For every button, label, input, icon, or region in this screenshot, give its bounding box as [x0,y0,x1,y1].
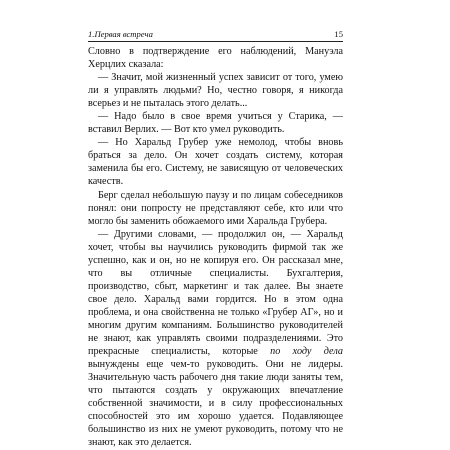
chapter-title: 1.Первая встреча [88,29,153,39]
paragraph [88,228,343,450]
page-number: 15 [334,29,343,39]
paragraph: — Значит, мой жизненный успех зависит от того, умею ли я управлять людьми? Но, честно говоря, я никогда всерьез и не пыталась этого делать... [88,72,343,110]
italic-phrase: по ходу дела [270,346,343,358]
paragraph: — Но Харальд Грубер уже немолод, чтобы вновь браться за дело. Он хочет создать систему, которая заменила бы его. Систему, не зависящую от человеческих качеств. [88,137,343,188]
paragraph-text: вынуждены еще чем-то руководить. Они не лидеры. Значительную часть рабочего дня такие люди заняты тем, что пытаются создать у окружающих впечатление собственной значимости, и в силу профессиональных способностей это им хорошо удается. Подавляющее большинство из них не умеют руководить, потому что не знают, как это делается. [88,359,343,449]
body-text [88,45,343,449]
paragraph: — Надо было в свое время учиться у Старика, — вставил Верлих. — Вот кто умел руководить. [88,111,343,136]
paragraph-text: — Другими словами, — продолжил он, — Харальд хочет, чтобы вы научились руководить фирмой так же успешно, как и он, но не копируя его. Он рассказал мне, что вы отличные специалисты. Бухгалтерия, производство, сбыт, маркетинг и так далее. Вы знаете свое дело. Харальд вами гордится. Но в этом одна проблема, и она свойственна не только «Грубер АГ», но и многим другим компаниям. Большинство руководителей не знают, как управлять своими подразделениями. Это прекрасные специалисты, которые [88,228,343,358]
running-header [88,27,343,42]
paragraph: Словно в подтверждение его наблюдений, Мануэла Херцлих сказала: [88,46,343,71]
paragraph: Берг сделал небольшую паузу и по лицам собеседников понял: они попросту не представляют себе, кто или что могло бы заменить обожаемого ими Харальда Грубера. [88,189,343,227]
